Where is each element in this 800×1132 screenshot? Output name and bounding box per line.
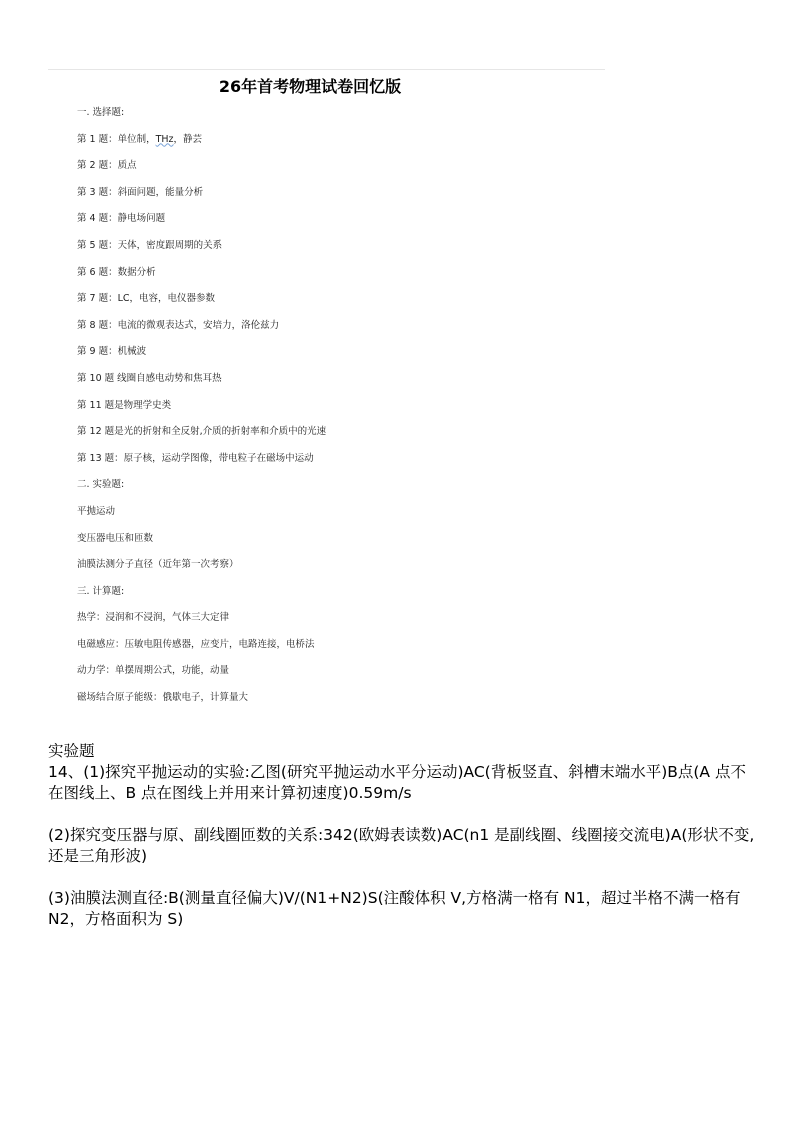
outline-item: 动力学：单摆周期公式，功能，动量 (77, 665, 230, 677)
experiment-heading: 实验题 (48, 742, 95, 760)
experiment-answers (48, 741, 760, 930)
answer-q1: 14、(1)探究平抛运动的实验:乙图(研究平抛运动水平分运动)AC(背板竖直、斜槽末端水平)B点(A 点不在图线上、B 点在图线上并用来计算初速度)0.59m/s (48, 763, 746, 802)
outline-item: 第 2 题：质点 (77, 160, 137, 172)
outline-item: 电磁感应：压敏电阻传感器，应变片，电路连接，电桥法 (77, 638, 315, 650)
outline-item: 平抛运动 (77, 505, 116, 517)
answer-q3: (3)油膜法测直径:B(测量直径偏大)V/(N1+N2)S(注酸体积 V,方格满一格有 N1，超过半格不满一格有 N2，方格面积为 S) (48, 889, 741, 928)
outline-item: 一. 选择题: (77, 107, 125, 118)
outline-item: 第 10 题 线圈自感电动势和焦耳热 (77, 372, 222, 384)
outline-item: 油膜法测分子直径（近年第一次考察） (77, 559, 239, 571)
outline-item: 二. 实验题: (77, 479, 125, 491)
top-rule (48, 69, 605, 70)
outline-item: 第 4 题：静电场问题 (77, 213, 166, 225)
outline-item: 第 1 题：单位制，THz，静芸 (77, 133, 203, 145)
outline-item: 第 12 题是光的折射和全反射,介质的折射率和介质中的光速 (77, 426, 327, 438)
thz-term: THz (155, 133, 174, 145)
outline-item: 第 3 题：斜面问题，能量分析 (77, 186, 204, 198)
outline-item: 第 5 题：天体，密度跟周期的关系 (77, 239, 223, 251)
outline-item: 第 8 题：电流的微观表达式，安培力，洛伦兹力 (77, 319, 280, 331)
exam-outline (77, 106, 617, 718)
outline-item: 第 7 题：LC，电容，电仪器参数 (77, 293, 216, 305)
outline-item: 第 9 题：机械波 (77, 346, 147, 358)
outline-item: 热学：浸润和不浸润，气体三大定律 (77, 612, 230, 624)
page-title: 26年首考物理试卷回忆版 (218, 77, 402, 96)
outline-item: 第 11 题是物理学史类 (77, 399, 172, 411)
answer-q2: (2)探究变压器与原、副线圈匝数的关系:342(欧姆表读数)AC(n1 是副线圈、线圈接交流电)A(形状不变,还是三角形波) (48, 826, 755, 865)
outline-item: 第 6 题：数据分析 (77, 266, 156, 278)
outline-item: 三. 计算题: (77, 585, 125, 597)
outline-item: 磁场结合原子能级：俄歇电子，计算量大 (77, 692, 249, 704)
outline-item: 变压器电压和匝数 (77, 532, 154, 544)
outline-item: 第 13 题：原子核，运动学图像，带电粒子在磁场中运动 (77, 452, 314, 464)
